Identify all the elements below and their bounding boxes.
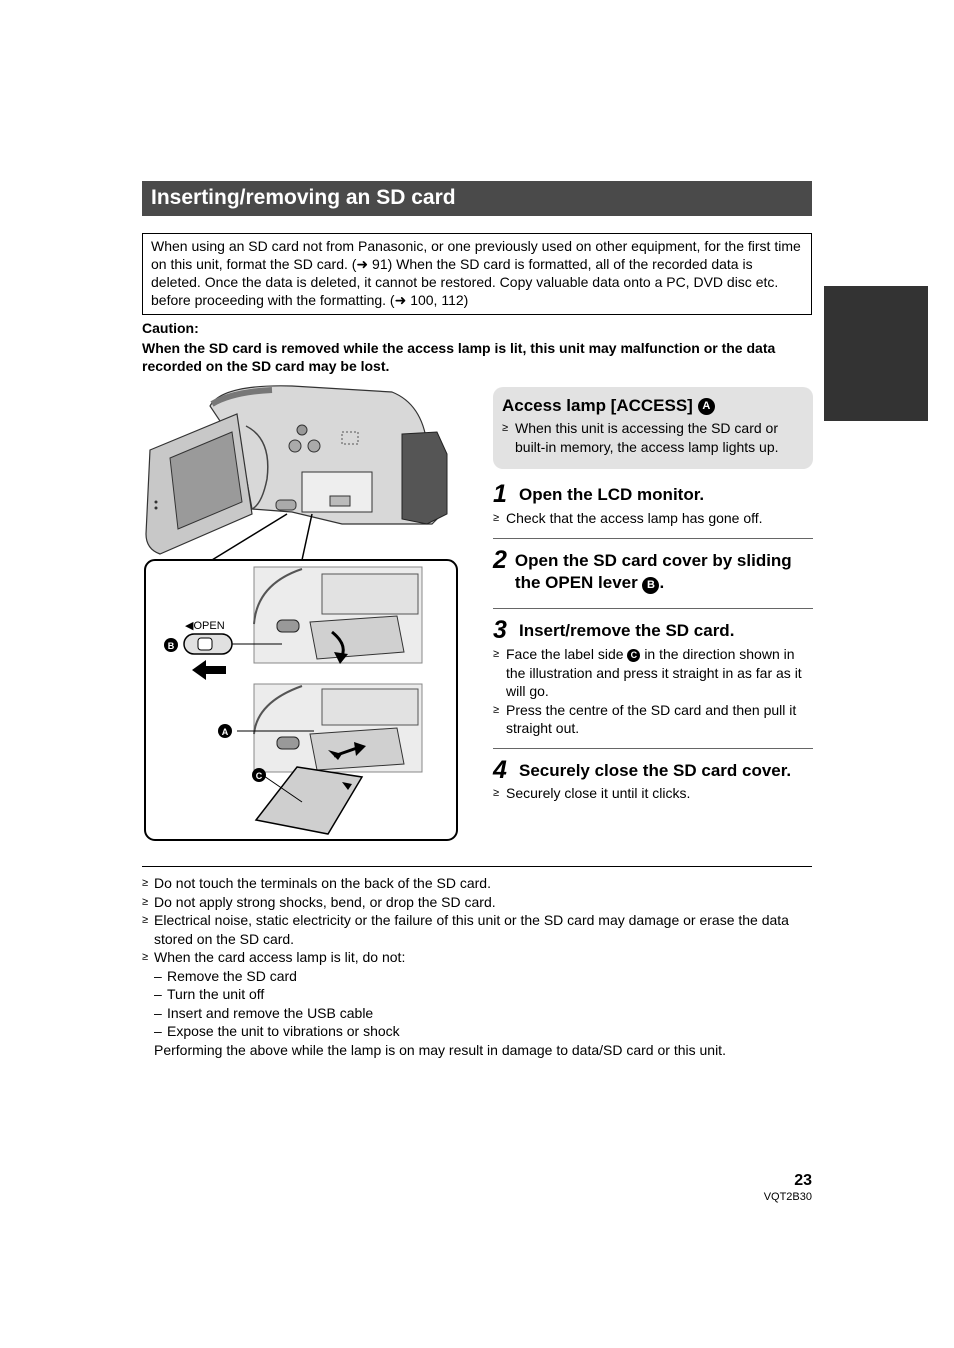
note-item: ≥ Do not touch the terminals on the back of the SD card. (142, 875, 491, 891)
step-number: 2 (493, 546, 507, 574)
step-1 (493, 482, 813, 528)
bullet-glyph: ≥ (493, 648, 500, 660)
open-lever-label: ◀OPEN (185, 620, 225, 632)
step-title: Open the LCD monitor. (519, 485, 705, 504)
section-title: Inserting/removing an SD card (142, 181, 812, 216)
bullet-glyph: ≥ (493, 512, 500, 524)
dash-item: – Expose the unit to vibrations or shock (154, 1023, 400, 1039)
step-2 (493, 548, 813, 594)
bullet-glyph: ≥ (142, 914, 149, 926)
dash-glyph: – (154, 986, 162, 1002)
step-4 (493, 758, 813, 803)
dash-glyph: – (154, 967, 162, 984)
marker-c: C (255, 771, 263, 781)
note-item: ≥ Do not apply strong shocks, bend, or drop the SD card. (142, 893, 496, 910)
bullet-glyph: ≥ (493, 787, 500, 799)
marker-b: B (167, 641, 175, 651)
step-bullet: ≥ Securely close it until it clicks. (493, 785, 691, 801)
step-3 (493, 618, 813, 738)
bullet-glyph: ≥ (502, 422, 509, 434)
step-number: 4 (493, 756, 507, 784)
step-title: Securely close the SD card cover. (519, 761, 792, 780)
note-item: ≥ Electrical noise, static electricity or the failure of this unit or the SD card may damage or erase the data stored on the SD card. (142, 912, 789, 947)
step-number: 1 (493, 480, 507, 508)
caution-text: When the SD card is removed while the access lamp is lit, this unit may malfunction or the data recorded on the SD card may be lost. (142, 340, 776, 374)
notes-footer: Performing the above while the lamp is on may result in damage to data/SD card or this unit. (154, 1041, 726, 1058)
notes-rule (142, 866, 812, 867)
dash-glyph: – (154, 1023, 162, 1039)
caution-label: Caution: (142, 320, 199, 336)
access-lamp-title: Access lamp [ACCESS] A (502, 396, 803, 416)
marker-a-badge: A (698, 398, 715, 415)
detail-insert-card (254, 684, 422, 772)
bullet-glyph: ≥ (142, 877, 149, 889)
step-bullet: ≥ Check that the access lamp has gone off. (493, 510, 763, 526)
chapter-side-tab (824, 286, 928, 421)
divider (493, 538, 813, 539)
bullet-glyph: ≥ (142, 951, 149, 963)
access-lamp-note: ≥ When this unit is accessing the SD card or built-in memory, the access lamp lights up. (502, 420, 779, 455)
dash-item: – Turn the unit off (154, 986, 265, 1002)
marker-c-badge: C (627, 649, 640, 662)
page-number: 23 (794, 1172, 812, 1189)
camcorder-drawing (146, 386, 447, 554)
bullet-glyph: ≥ (142, 895, 149, 908)
step-bullet: ≥ Press the centre of the SD card and then pull it straight out. (493, 701, 797, 736)
marker-a: A (221, 727, 229, 737)
access-lamp-box (493, 387, 813, 469)
bullet-glyph: ≥ (493, 703, 500, 716)
divider (493, 748, 813, 749)
format-notice: When using an SD card not from Panasonic, or one previously used on other equipment, for the first time on this unit, format the SD card. (➜ 91) When the SD card is formatted, all of the recorded data is deleted. Once the data is deleted, it cannot be restored. Copy valuable data onto a PC, DVD disc etc. before proceeding with the formatting. (➜ 100, 112) (142, 233, 812, 315)
document-code: VQT2B30 (763, 1191, 812, 1203)
dash-item: – Remove the SD card (154, 967, 297, 984)
step-title: Open the SD card cover by sliding the OPEN lever B . (514, 551, 792, 592)
dash-glyph: – (154, 1004, 162, 1021)
camera-illustration (142, 384, 462, 844)
divider (493, 608, 813, 609)
step-number: 3 (493, 616, 507, 644)
step-title: Insert/remove the SD card. (519, 621, 735, 640)
step-bullet: ≥ Face the label side C in the direction shown in the illustration and press it straight in as far as it will go. (493, 646, 802, 699)
notes-list (142, 874, 812, 1059)
marker-b-badge: B (642, 577, 659, 594)
detail-open-cover (254, 567, 422, 664)
dash-item: – Insert and remove the USB cable (154, 1004, 374, 1021)
note-item: ≥ When the card access lamp is lit, do not: (142, 949, 406, 965)
